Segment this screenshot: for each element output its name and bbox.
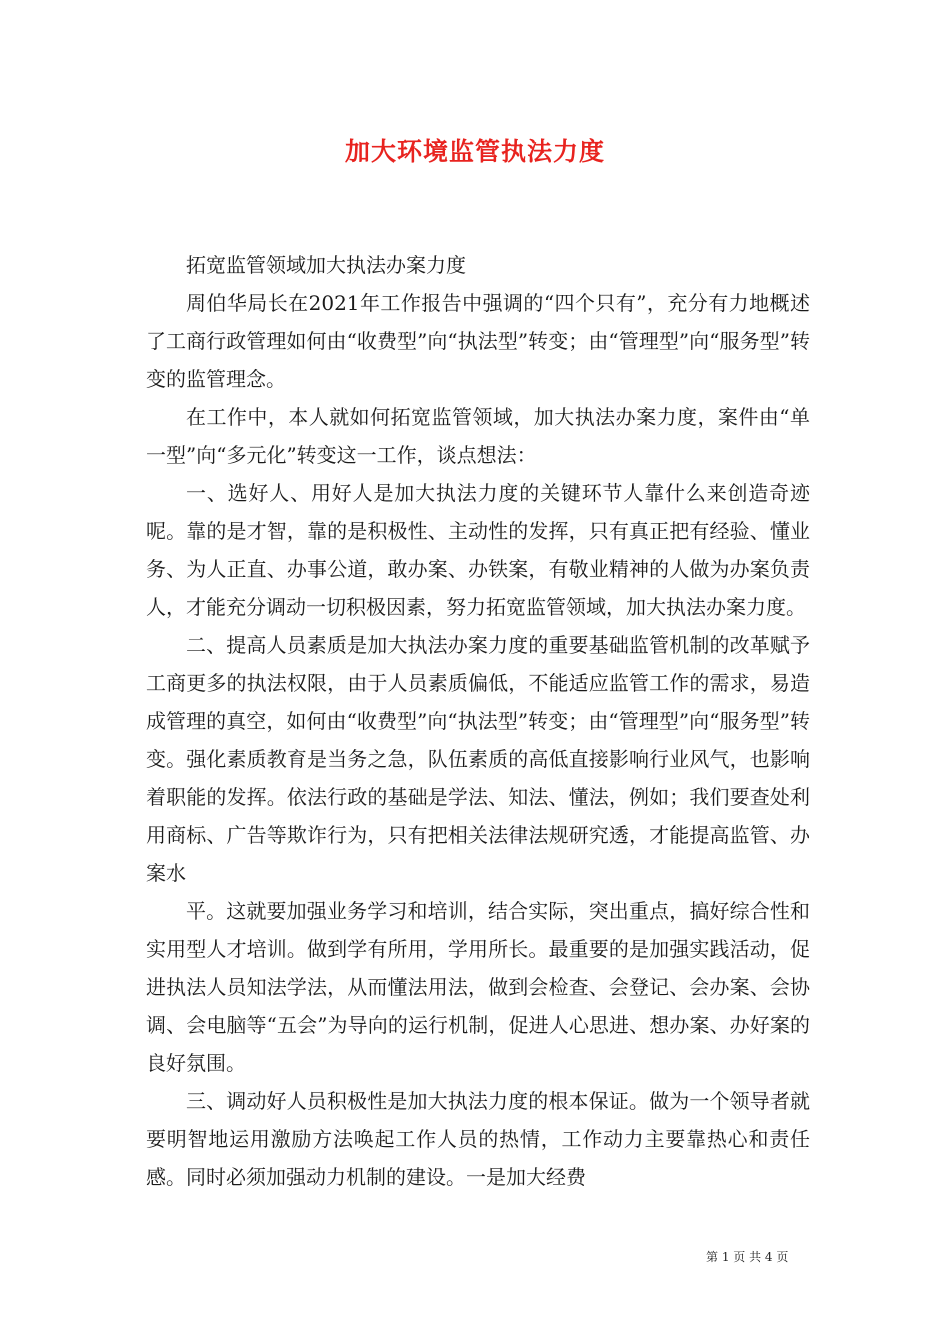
paragraph-point-three: 三、调动好人员积极性是加大执法力度的根本保证。做为一个领导者就要明智地运用激励方法唤起工作人员的热情，工作动力主要靠热心和责任感。同时必须加强动力机制的建设。一是加大经费 xyxy=(146,1089,810,1189)
paragraph-point-one: 一、选好人、用好人是加大执法力度的关键环节人靠什么来创造奇迹呢。靠的是才智，靠的是积极性、主动性的发挥，只有真正把有经验、懂业务、为人正直、办事公道，敢办案、办铁案，有敬业精神的人做为办案负责人，才能充分调动一切积极因素，努力拓宽监管领域，加大执法办案力度。 xyxy=(146,481,810,619)
document-title: 加大环境监管执法力度 xyxy=(344,137,605,166)
page-footer: 第 1 页 共 4 页 xyxy=(706,1250,789,1264)
paragraph-work: 在工作中，本人就如何拓宽监管领域，加大执法办案力度，案件由“单一型”向“多元化”转变这一工作，谈点想法： xyxy=(146,405,810,467)
paragraph-point-two: 二、提高人员素质是加大执法办案力度的重要基础监管机制的改革赋予工商更多的执法权限，由于人员素质偏低，不能适应监管工作的需求，易造成管理的真空，如何由“收费型”向“执法型”转变；由“管理型”向“服务型”转变。强化素质教育是当务之急，队伍素质的高低直接影响行业风气，也影响着职能的发挥。依法行政的基础是学法、知法、懂法，例如；我们要查处利用商标、广告等欺诈行为，只有把相关法律法规研究透，才能提高监管、办案水 xyxy=(146,633,810,885)
paragraph-point-two-continued: 平。这就要加强业务学习和培训，结合实际，突出重点，搞好综合性和实用型人才培训。做到学有所用，学用所长。最重要的是加强实践活动，促进执法人员知法学法，从而懂法用法，做到会检查、会登记、会办案、会协调、会电脑等“五会”为导向的运行机制，促进人心思进、想办案、办好案的良好氛围。 xyxy=(146,899,810,1075)
paragraph-intro: 周伯华局长在2021年工作报告中强调的“四个只有”，充分有力地概述了工商行政管理如何由“收费型”向“执法型”转变；由“管理型”向“服务型”转变的监管理念。 xyxy=(146,291,810,391)
document-body xyxy=(146,246,810,1196)
paragraph-subtitle: 拓宽监管领域加大执法办案力度 xyxy=(186,253,466,277)
